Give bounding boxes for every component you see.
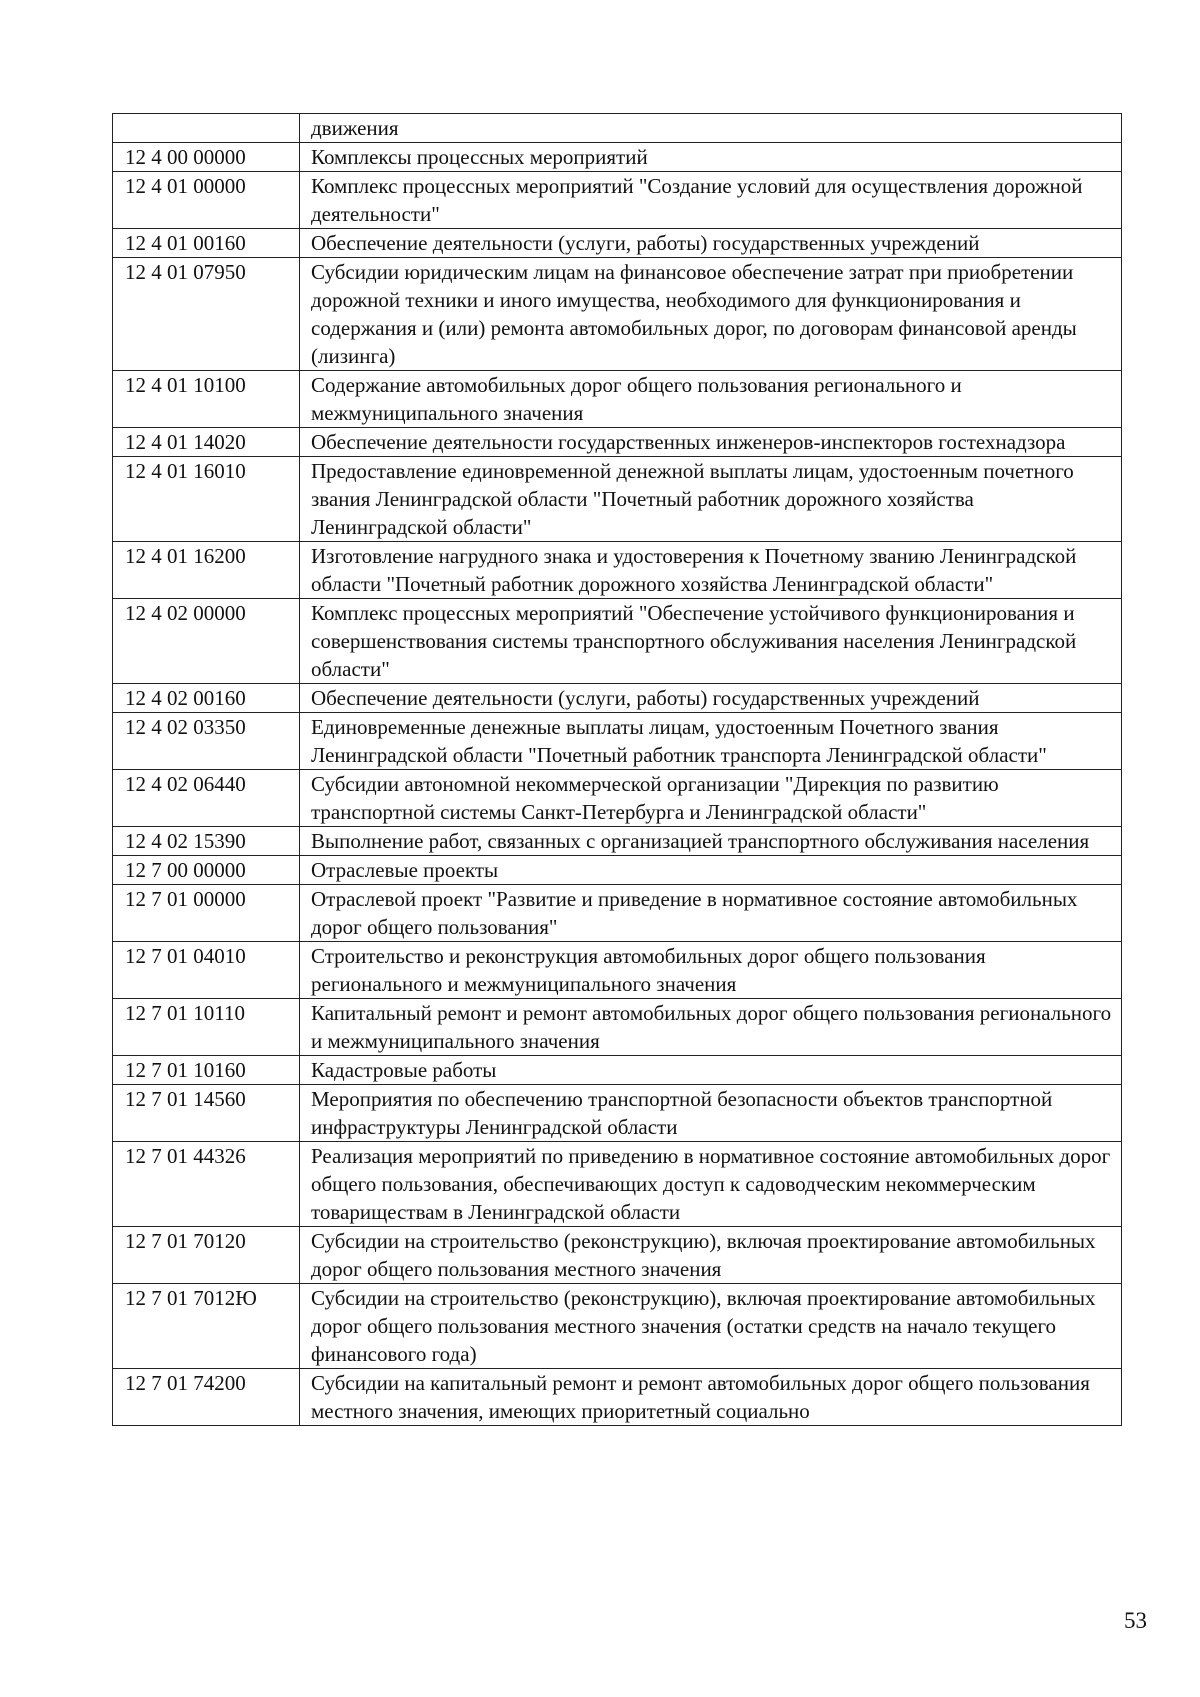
row-code: 12 4 01 16200 [113, 542, 300, 599]
table-row [113, 371, 1122, 428]
table-row [113, 770, 1122, 827]
row-code: 12 4 02 06440 [113, 770, 300, 827]
table-row [113, 1056, 1122, 1085]
row-code: 12 4 01 00160 [113, 229, 300, 258]
row-description: Обеспечение деятельности государственных инженеров-инспекторов гостехнадзора [300, 428, 1122, 457]
row-description: Комплекс процессных мероприятий "Обеспечение устойчивого функционирования и совершенствования системы транспортного обслуживания населения Ленинградской области" [300, 599, 1122, 684]
table-row [113, 599, 1122, 684]
row-code: 12 7 01 10160 [113, 1056, 300, 1085]
row-description: Реализация мероприятий по приведению в нормативное состояние автомобильных дорог общего пользования, обеспечивающих доступ к садоводческим некоммерческим товариществам в Ленинградской области [300, 1142, 1122, 1227]
row-description: Предоставление единовременной денежной выплаты лицам, удостоенным почетного звания Ленинградской области "Почетный работник дорожного хозяйства Ленинградской области" [300, 457, 1122, 542]
row-code: 12 4 01 16010 [113, 457, 300, 542]
row-code: 12 4 02 00000 [113, 599, 300, 684]
row-code: 12 7 01 10110 [113, 999, 300, 1056]
row-description: Изготовление нагрудного знака и удостоверения к Почетному званию Ленинградской области "Почетный работник дорожного хозяйства Ленинградской области" [300, 542, 1122, 599]
row-code: 12 7 01 00000 [113, 885, 300, 942]
table-row [113, 827, 1122, 856]
row-description: Комплексы процессных мероприятий [300, 143, 1122, 172]
table-row [113, 885, 1122, 942]
row-description: Капитальный ремонт и ремонт автомобильных дорог общего пользования регионального и межмуниципального значения [300, 999, 1122, 1056]
row-code: 12 7 01 70120 [113, 1227, 300, 1284]
table-row [113, 684, 1122, 713]
page-number: 53 [1124, 1608, 1147, 1633]
row-code: 12 4 02 03350 [113, 713, 300, 770]
row-description: Обеспечение деятельности (услуги, работы) государственных учреждений [300, 684, 1122, 713]
row-description: Субсидии на строительство (реконструкцию), включая проектирование автомобильных дорог общего пользования местного значения (остатки средств на начало текущего финансового года) [300, 1284, 1122, 1369]
row-code: 12 4 01 07950 [113, 258, 300, 371]
table-row [113, 172, 1122, 229]
row-code: 12 7 01 14560 [113, 1085, 300, 1142]
table-row [113, 457, 1122, 542]
row-code: 12 4 01 00000 [113, 172, 300, 229]
row-description: Кадастровые работы [300, 1056, 1122, 1085]
row-description: Единовременные денежные выплаты лицам, удостоенным Почетного звания Ленинградской области "Почетный работник транспорта Ленинградской области" [300, 713, 1122, 770]
table-row [113, 143, 1122, 172]
budget-classification-table [112, 113, 1122, 1426]
row-description: Субсидии на строительство (реконструкцию), включая проектирование автомобильных дорог общего пользования местного значения [300, 1227, 1122, 1284]
table-row [113, 1085, 1122, 1142]
table-row [113, 428, 1122, 457]
row-description: Содержание автомобильных дорог общего пользования регионального и межмуниципального значения [300, 371, 1122, 428]
row-description: Отраслевые проекты [300, 856, 1122, 885]
row-description: Строительство и реконструкция автомобильных дорог общего пользования регионального и межмуниципального значения [300, 942, 1122, 999]
table-row [113, 229, 1122, 258]
row-code: 12 4 02 15390 [113, 827, 300, 856]
row-description: Субсидии на капитальный ремонт и ремонт автомобильных дорог общего пользования местного значения, имеющих приоритетный социально [300, 1369, 1122, 1426]
table-row [113, 1369, 1122, 1426]
row-code: 12 4 01 14020 [113, 428, 300, 457]
row-description: Обеспечение деятельности (услуги, работы) государственных учреждений [300, 229, 1122, 258]
row-description: движения [300, 114, 1122, 143]
row-code: 12 7 01 7012Ю [113, 1284, 300, 1369]
table-row [113, 258, 1122, 371]
row-description: Мероприятия по обеспечению транспортной безопасности объектов транспортной инфраструктуры Ленинградской области [300, 1085, 1122, 1142]
table-row [113, 942, 1122, 999]
row-code: 12 7 01 04010 [113, 942, 300, 999]
row-description: Выполнение работ, связанных с организацией транспортного обслуживания населения [300, 827, 1122, 856]
table-body [113, 114, 1122, 1426]
table-row [113, 542, 1122, 599]
row-description: Отраслевой проект "Развитие и приведение в нормативное состояние автомобильных дорог общего пользования" [300, 885, 1122, 942]
table-row [113, 713, 1122, 770]
row-description: Комплекс процессных мероприятий "Создание условий для осуществления дорожной деятельности" [300, 172, 1122, 229]
row-code: 12 7 01 74200 [113, 1369, 300, 1426]
table-row [113, 1227, 1122, 1284]
row-description: Субсидии автономной некоммерческой организации "Дирекция по развитию транспортной системы Санкт-Петербурга и Ленинградской области" [300, 770, 1122, 827]
table-row [113, 856, 1122, 885]
table-row [113, 114, 1122, 143]
row-code: 12 4 02 00160 [113, 684, 300, 713]
table-row [113, 1142, 1122, 1227]
table-row [113, 999, 1122, 1056]
table-row [113, 1284, 1122, 1369]
row-description: Субсидии юридическим лицам на финансовое обеспечение затрат при приобретении дорожной техники и иного имущества, необходимого для функционирования и содержания и (или) ремонта автомобильных дорог, по договорам финансовой аренды (лизинга) [300, 258, 1122, 371]
row-code: 12 7 01 44326 [113, 1142, 300, 1227]
row-code: 12 4 01 10100 [113, 371, 300, 428]
row-code: 12 4 00 00000 [113, 143, 300, 172]
row-code [113, 114, 300, 143]
row-code: 12 7 00 00000 [113, 856, 300, 885]
